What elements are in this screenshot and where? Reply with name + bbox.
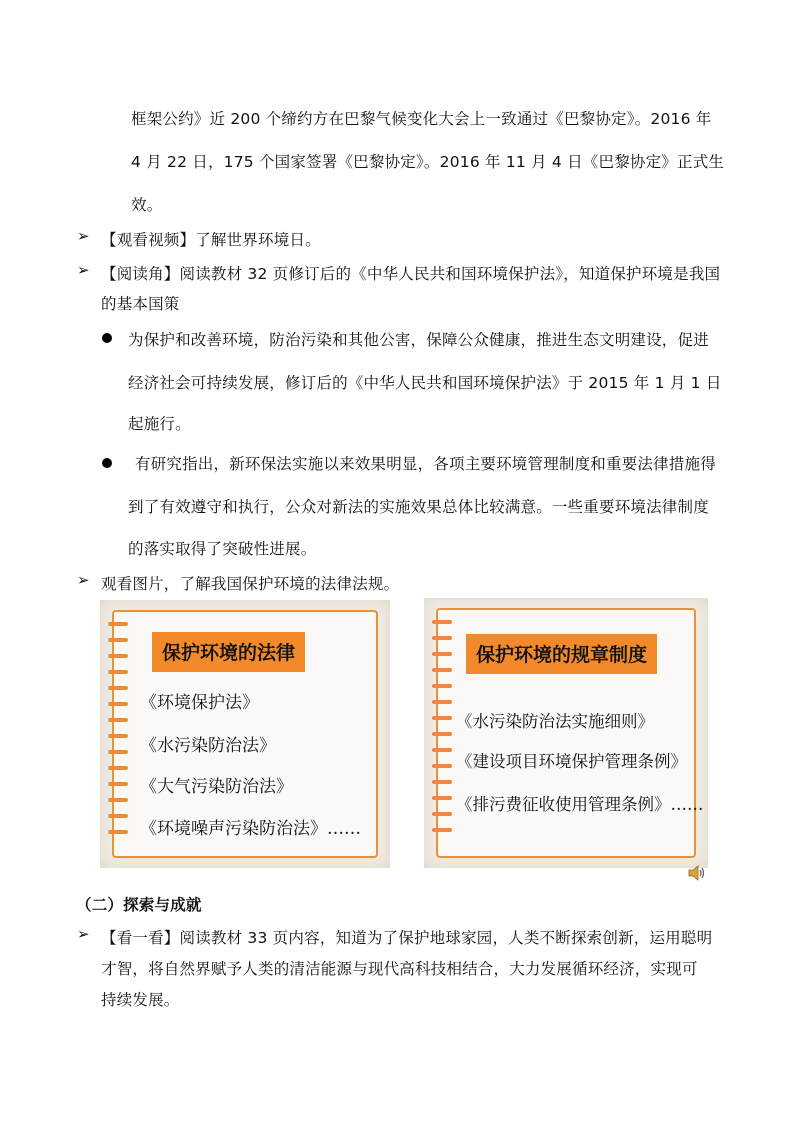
rules-card-item: 《建设项目环境保护管理条例》 — [456, 752, 687, 771]
dot-bullet-line: 起施行。 — [128, 415, 191, 433]
laws-card-item: 《环境噪声污染防治法》…… — [140, 819, 361, 839]
section-heading: （二）探索与成就 — [76, 896, 202, 914]
look-bullet-line: 持续发展。 — [101, 991, 180, 1009]
dot-bullet-line: 有研究指出，新环保法实施以来效果明显，各项主要环境管理制度和重要法律措施得 — [135, 455, 716, 473]
laws-card-item: 《大气污染防治法》 — [140, 777, 293, 797]
laws-card — [100, 600, 390, 868]
look-bullet-line: 才智，将自然界赋予人类的清洁能源与现代高科技相结合，大力发展循环经济，实现可 — [101, 960, 698, 978]
laws-card-item: 《环境保护法》 — [140, 693, 259, 713]
rules-card-title: 保护环境的规章制度 — [466, 634, 657, 674]
paragraph-line: 效。 — [131, 196, 163, 214]
dot-bullet-icon — [102, 458, 112, 468]
dot-bullet-line: 到了有效遵守和执行，公众对新法的实施效果总体比较满意。一些重要环境法律制度 — [128, 498, 709, 516]
dot-bullet-line: 经济社会可持续发展，修订后的《中华人民共和国环境保护法》于 2015 年 1 月 1 日 — [128, 374, 722, 392]
dot-bullet-icon — [102, 333, 112, 343]
laws-card-item: 《水污染防治法》 — [140, 736, 276, 756]
speaker-icon[interactable] — [688, 865, 706, 881]
arrow-bullet-icon: ➢ — [77, 227, 90, 245]
rules-card-item: 《水污染防治法实施细则》 — [456, 712, 654, 731]
look-bullet-line: 【看一看】阅读教材 33 页内容，知道为了保护地球家园，人类不断探索创新，运用聪明 — [101, 929, 713, 947]
video-bullet-text: 【观看视频】了解世界环境日。 — [101, 231, 321, 249]
arrow-bullet-icon: ➢ — [77, 571, 90, 589]
reading-bullet-line: 的基本国策 — [101, 295, 180, 313]
dot-bullet-line: 为保护和改善环境，防治污染和其他公害，保障公众健康，推进生态文明建设，促进 — [128, 331, 709, 349]
arrow-bullet-icon: ➢ — [77, 925, 90, 943]
pictures-bullet-text: 观看图片，了解我国保护环境的法律法规。 — [101, 575, 400, 593]
dot-bullet-line: 的落实取得了突破性进展。 — [128, 540, 317, 558]
reading-bullet-line: 【阅读角】阅读教材 32 页修订后的《中华人民共和国环境保护法》，知道保护环境是我国 — [101, 265, 721, 283]
arrow-bullet-icon: ➢ — [77, 261, 90, 279]
rules-card — [424, 598, 708, 868]
laws-card-title: 保护环境的法律 — [152, 632, 305, 672]
paragraph-line: 4 月 22 日，175 个国家签署《巴黎协定》。2016 年 11 月 4 日《巴黎协定》正式生 — [131, 153, 725, 171]
paragraph-line: 框架公约》近 200 个缔约方在巴黎气候变化大会上一致通过《巴黎协定》。2016 年 — [131, 110, 712, 128]
rules-card-item: 《排污费征收使用管理条例》…… — [456, 795, 704, 814]
